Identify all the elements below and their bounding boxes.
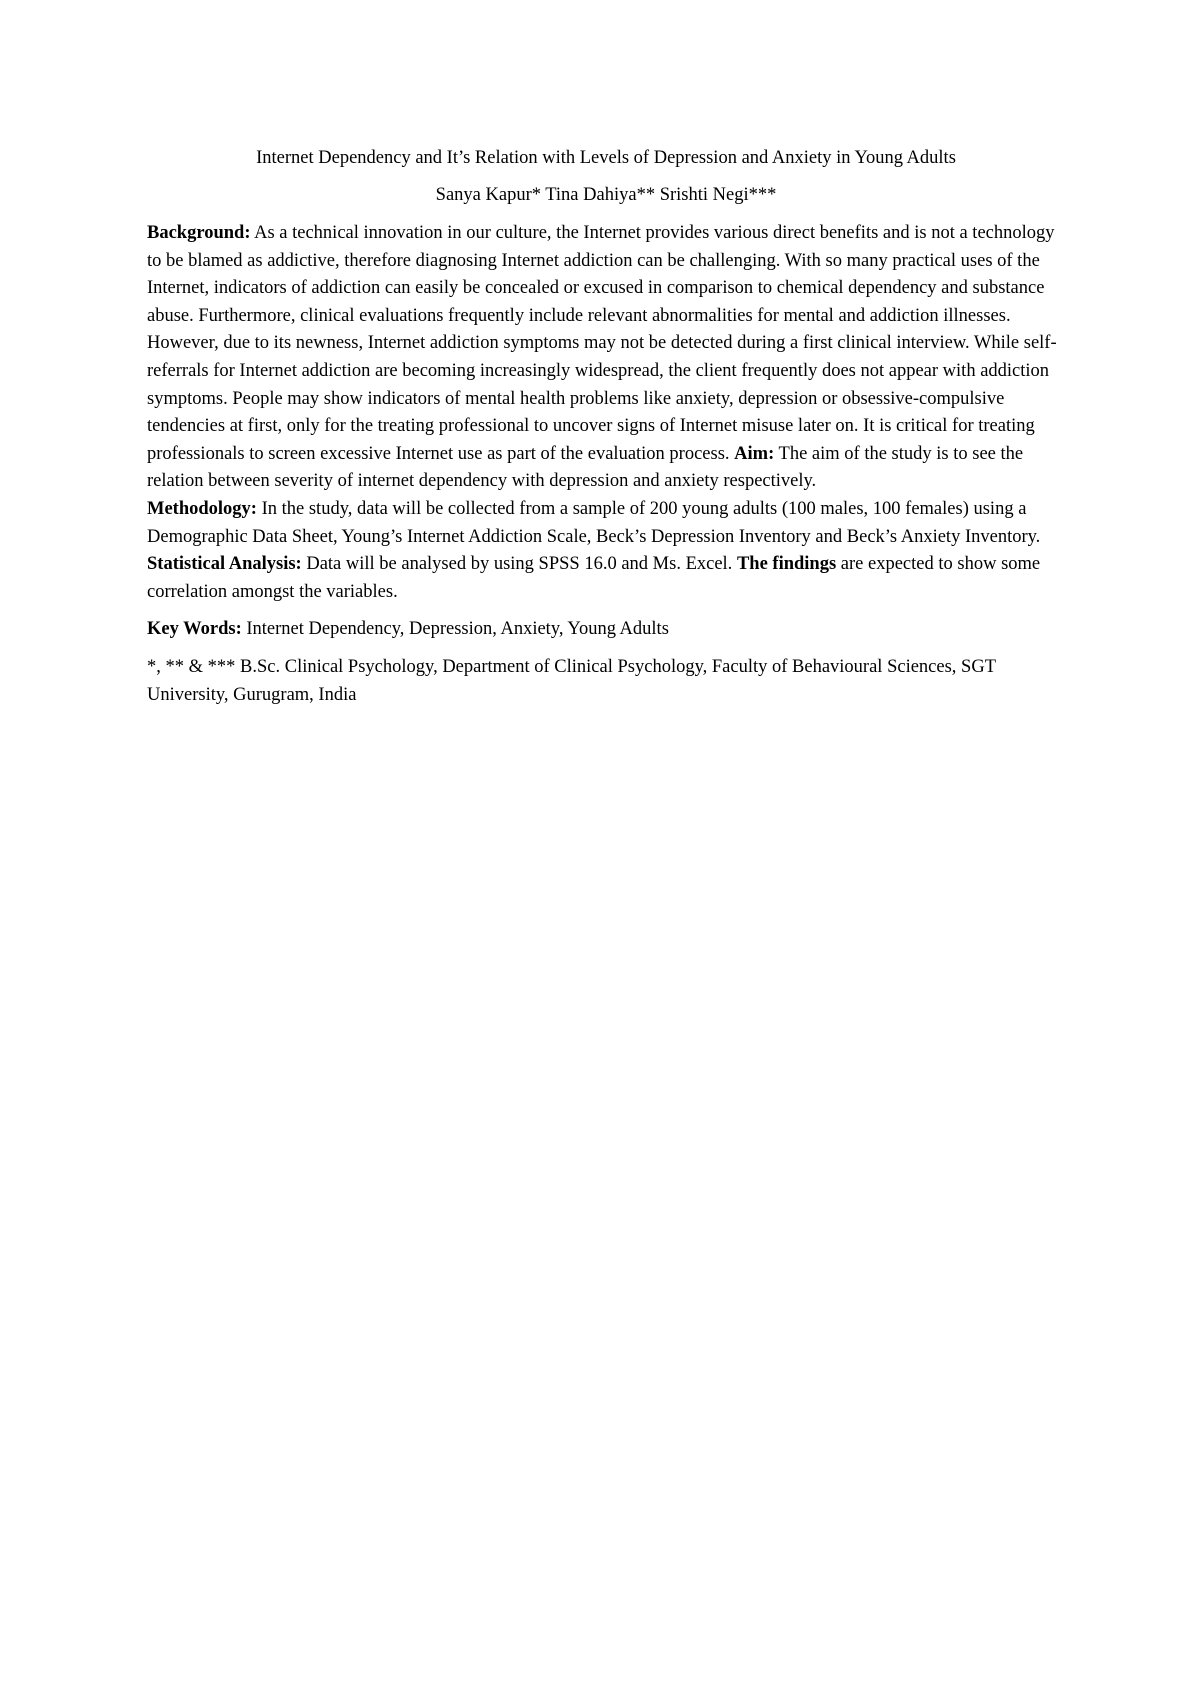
methodology-label: Methodology: — [147, 498, 257, 519]
abstract-paragraph — [147, 220, 1065, 606]
statistical-analysis-label: Statistical Analysis: — [147, 554, 302, 575]
aim-label: Aim: — [734, 443, 775, 464]
keywords-paragraph — [147, 616, 1065, 644]
affiliation-note: *, ** & *** B.Sc. Clinical Psychology, Department of Clinical Psychology, Faculty of Behavioural Sciences, SGT University, Gurugram, India — [147, 656, 996, 705]
author-list: Sanya Kapur* Tina Dahiya** Srishti Negi*** — [435, 185, 777, 205]
methodology-text: In the study, data will be collected from a sample of 200 young adults (100 males, 100 females) using a Demographic Data Sheet, Young’s Internet Addiction Scale, Beck’s Depression Inventory and Beck’s Anxiety Inventory. — [147, 498, 1041, 547]
statistical-analysis-text: Data will be analysed by using SPSS 16.0 and Ms. Excel. — [301, 554, 737, 575]
aim-text: The aim of the study is to see the relation between severity of internet dependency with depression and anxiety respectively. — [147, 443, 1024, 492]
background-text: As a technical innovation in our culture, the Internet provides various direct benefits and is not a technology to be blamed as addictive, therefore diagnosing Internet addiction can be challenging. With so many practical uses of the Internet, indicators of addiction can easily be concealed or excused in comparison to chemical dependency and substance abuse. Furthermore, clinical evaluations frequently include relevant abnormalities for mental and addiction illnesses. However, due to its newness, Internet addiction symptoms may not be detected during a first clinical interview. While self-referrals for Internet addiction are becoming increasingly widespread, the client frequently does not appear with addiction symptoms. People may show indicators of mental health problems like anxiety, depression or obsessive-compulsive tendencies at first, only for the treating professional to uncover signs of Internet misuse later on. It is critical for treating professionals to screen excessive Internet use as part of the evaluation process. — [147, 223, 1057, 464]
keywords-text: Internet Dependency, Depression, Anxiety, Young Adults — [241, 619, 669, 640]
findings-text: are expected to show some correlation amongst the variables. — [147, 554, 1041, 602]
findings-label: The findings — [736, 554, 837, 575]
document-page — [147, 146, 1065, 719]
document-title: Internet Dependency and It’s Relation with Levels of Depression and Anxiety in Young Adults — [256, 148, 956, 168]
keywords-label: Key Words: — [147, 619, 242, 640]
background-label: Background: — [147, 223, 251, 243]
